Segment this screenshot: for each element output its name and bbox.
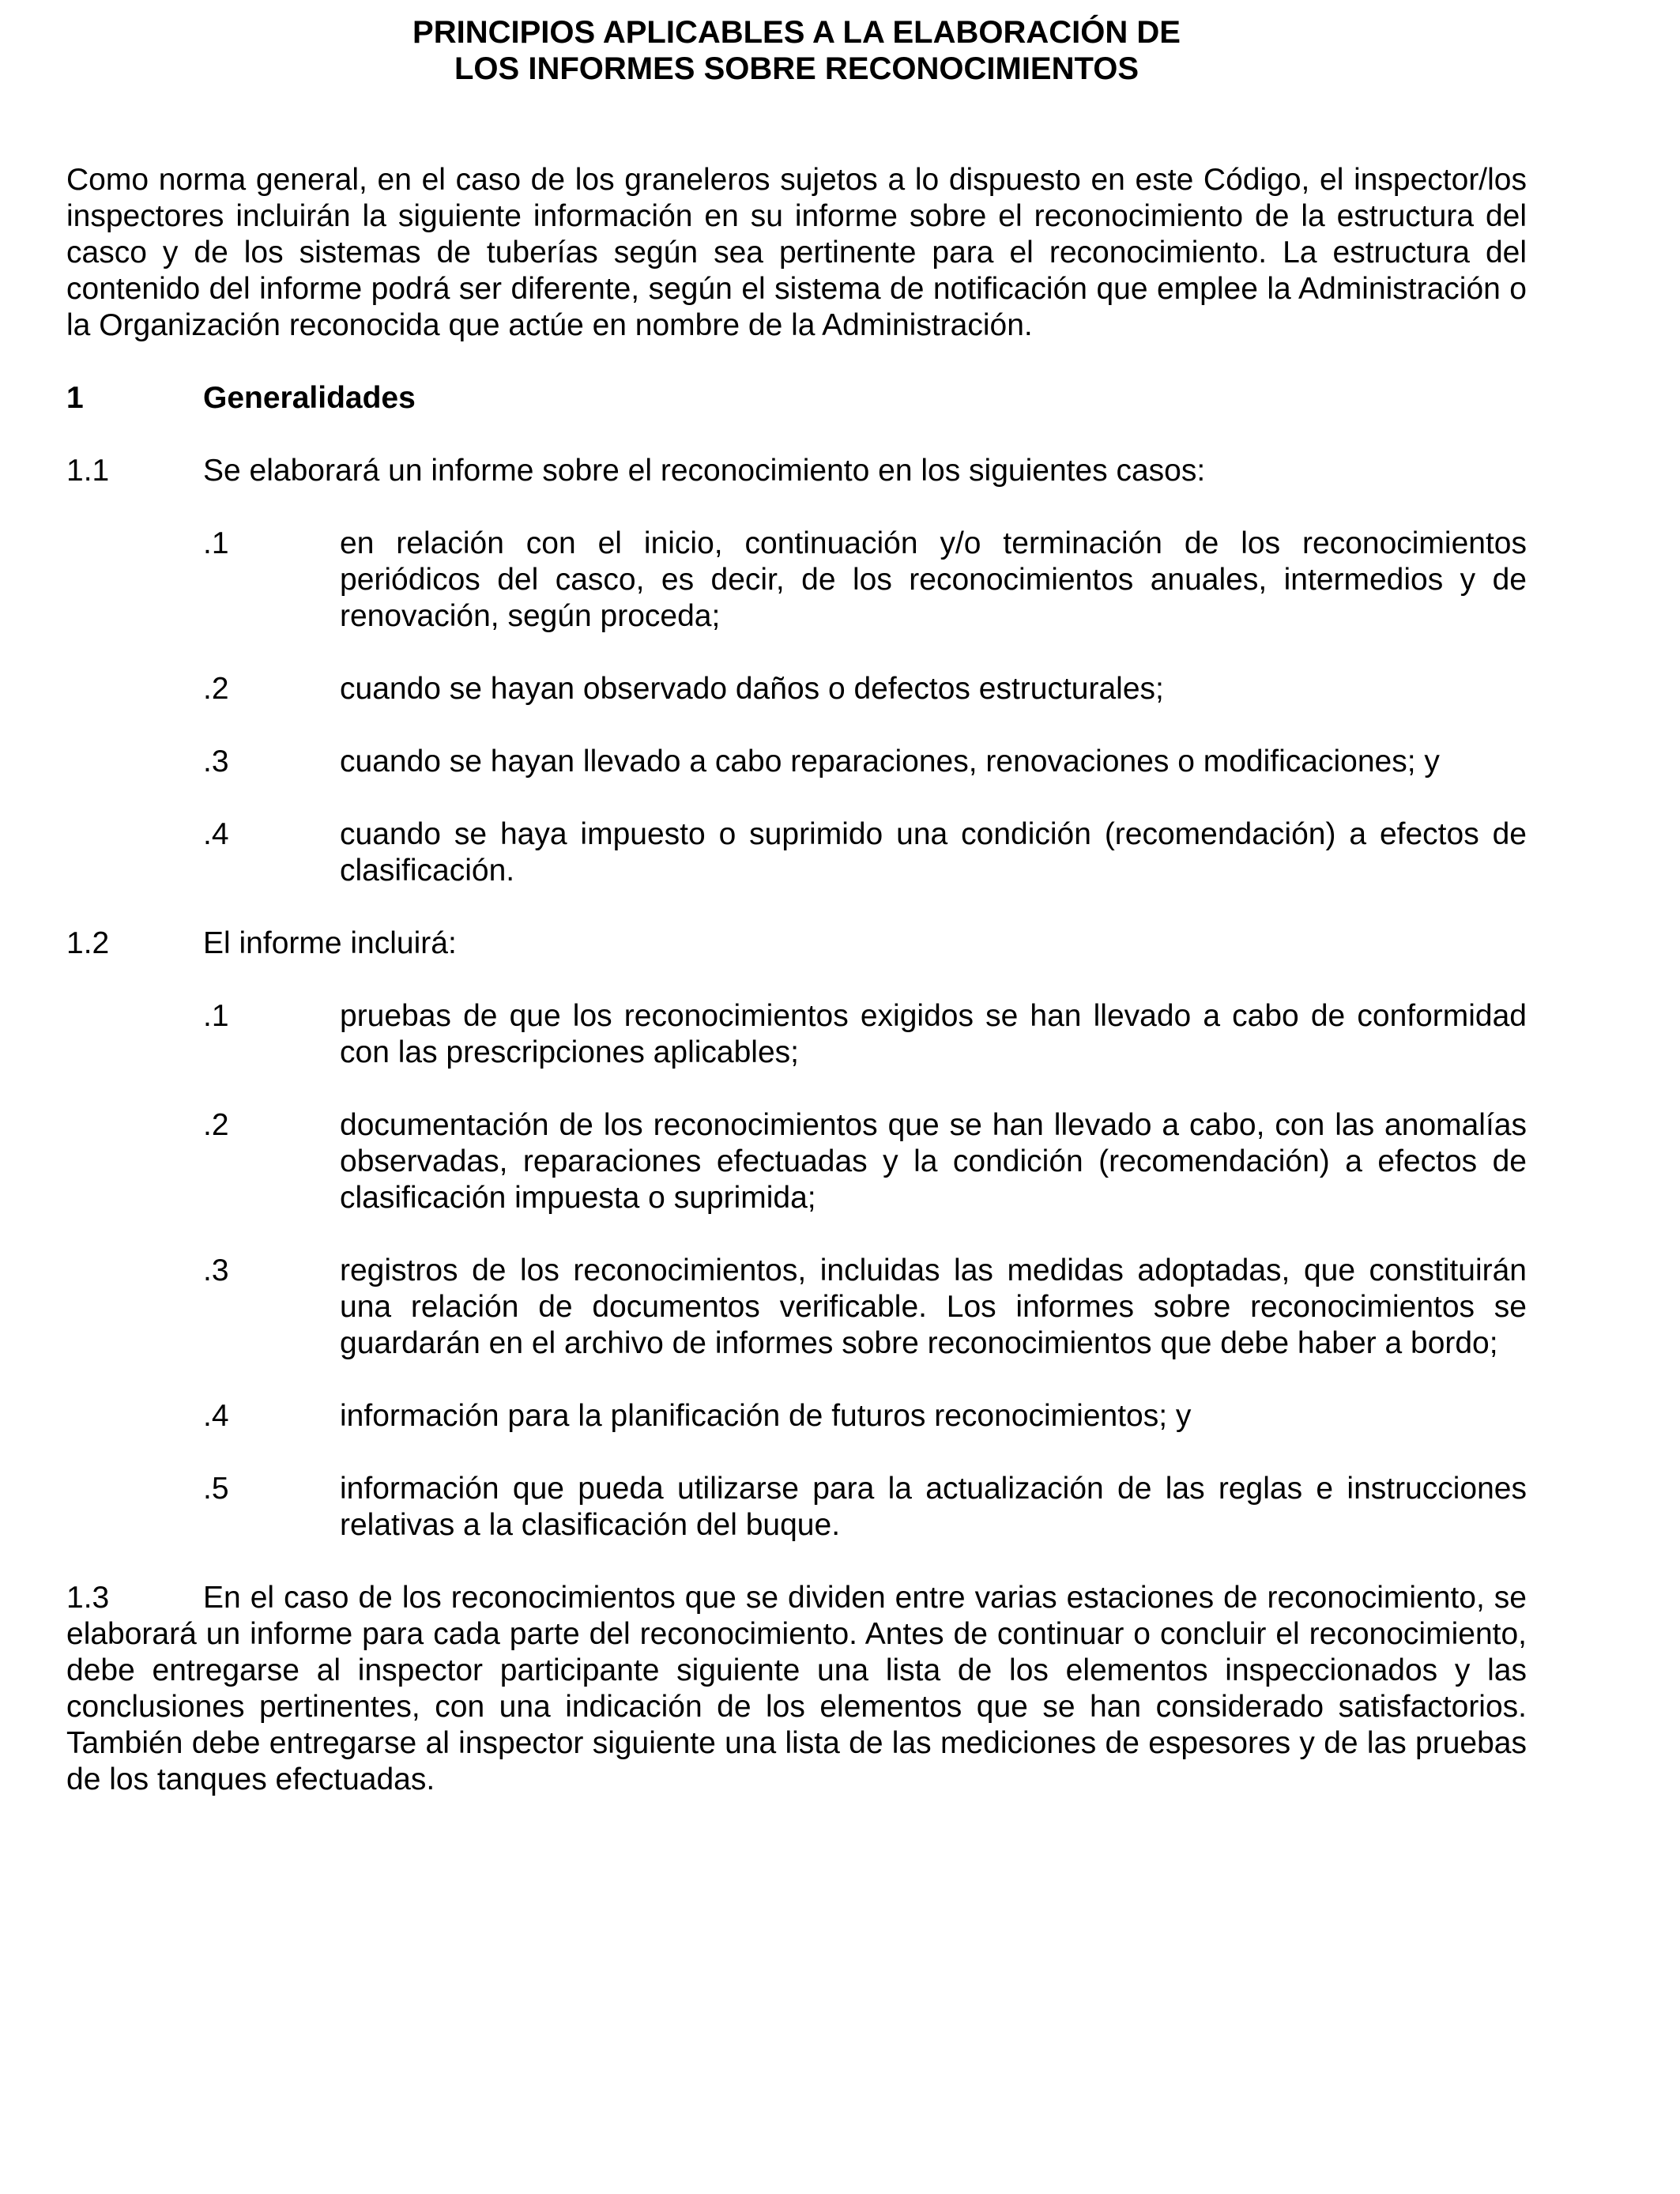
item-text: cuando se hayan llevado a cabo reparaciones, renovaciones o modificaciones; y xyxy=(340,745,1440,778)
paragraph-1-2 xyxy=(66,925,1527,962)
paragraph-number: 1.3 xyxy=(66,1581,110,1615)
title-line-2: LOS INFORMES SOBRE RECONOCIMIENTOS xyxy=(454,51,1139,86)
item-text: información que pueda utilizarse para la actualización de las reglas e instrucciones relativas a la clasificación del buque. xyxy=(340,1472,1527,1542)
paragraph-1-1 xyxy=(66,453,1527,489)
item-number: .5 xyxy=(203,1472,229,1506)
list-item xyxy=(66,671,1527,707)
item-text: cuando se haya impuesto o suprimido una condición (recomendación) a efectos de clasificación. xyxy=(340,817,1527,888)
item-number: .1 xyxy=(203,999,229,1033)
item-number: .2 xyxy=(203,672,229,706)
item-number: .3 xyxy=(203,1253,229,1287)
title-line-1: PRINCIPIOS APLICABLES A LA ELABORACIÓN DE xyxy=(412,15,1181,50)
section-1-heading xyxy=(66,380,1527,417)
list-item xyxy=(66,1253,1527,1362)
paragraph-text: Se elaborará un informe sobre el reconocimiento en los siguientes casos: xyxy=(203,454,1206,488)
paragraph-text: En el caso de los reconocimientos que se dividen entre varias estaciones de reconocimiento, se elaborará un informe para cada parte del reconocimiento. Antes de continuar o concluir el reconocimiento, debe entregarse al inspector participante siguiente una lista de los elementos inspeccionados y las conclusiones pertinentes, con una indicación de los elementos que se han considerado satisfactorios. También debe entregarse al inspector siguiente una lista de las mediciones de espesores y de las pruebas de los tanques efectuadas. xyxy=(66,1581,1527,1796)
item-number: .3 xyxy=(203,745,229,778)
list-item xyxy=(66,526,1527,635)
item-text: pruebas de que los reconocimientos exigidos se han llevado a cabo de conformidad con las prescripciones aplicables; xyxy=(340,999,1527,1069)
intro-paragraph: Como norma general, en el caso de los graneleros sujetos a lo dispuesto en este Código, el inspector/los inspectores incluirán la siguiente información en su informe sobre el reconocimiento de la estructura del casco y de los sistemas de tuberías según sea pertinente para el reconocimiento. La estructura del contenido del informe podrá ser diferente, según el sistema de notificación que emplee la Administración o la Organización reconocida que actúe en nombre de la Administración. xyxy=(66,163,1527,342)
item-number: .4 xyxy=(203,817,229,851)
list-item xyxy=(66,1471,1527,1544)
list-item xyxy=(66,998,1527,1071)
item-text: en relación con el inicio, continuación y/o terminación de los reconocimientos periódicos del casco, es decir, de los reconocimientos anuales, intermedios y de renovación, según proceda; xyxy=(340,526,1527,633)
section-title: Generalidades xyxy=(203,381,416,415)
item-number: .2 xyxy=(203,1108,229,1142)
paragraph-number: 1.1 xyxy=(66,454,110,488)
document-page xyxy=(66,14,1527,1798)
list-item xyxy=(66,744,1527,780)
item-text: registros de los reconocimientos, incluidas las medidas adoptadas, que constituirán una relación de documentos verificable. Los informes sobre reconocimientos se guardarán en el archivo de informes sobre reconocimientos que debe haber a bordo; xyxy=(340,1253,1527,1360)
item-text: documentación de los reconocimientos que se han llevado a cabo, con las anomalías observadas, reparaciones efectuadas y la condición (recomendación) a efectos de clasificación impuesta o suprimida; xyxy=(340,1108,1527,1215)
paragraph-number: 1.2 xyxy=(66,926,110,960)
item-number: .4 xyxy=(203,1399,229,1433)
list-item xyxy=(66,816,1527,889)
item-number: .1 xyxy=(203,526,229,560)
document-title xyxy=(66,14,1527,87)
item-text: cuando se hayan observado daños o defectos estructurales; xyxy=(340,672,1164,706)
list-item xyxy=(66,1107,1527,1216)
paragraph-text: El informe incluirá: xyxy=(203,926,457,960)
list-item xyxy=(66,1398,1527,1434)
item-text: información para la planificación de futuros reconocimientos; y xyxy=(340,1399,1192,1433)
paragraph-1-3 xyxy=(66,1580,1527,1798)
section-number: 1 xyxy=(66,381,84,415)
